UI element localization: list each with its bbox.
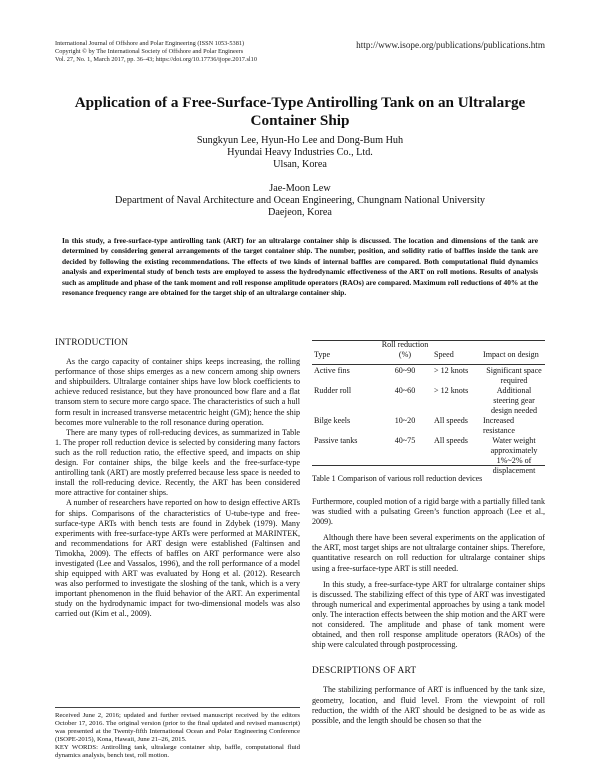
author-block: [60, 135, 540, 219]
table-header-row: [312, 340, 547, 360]
table-cell: Additional steering gear design needed: [490, 386, 538, 415]
author-names: Sungkyun Lee, Hyun-Ho Lee and Dong-Bum Huh: [196, 135, 404, 146]
table-cell: 40~60: [394, 386, 416, 395]
left-column: [55, 338, 300, 620]
journal-header: [55, 40, 257, 64]
table-caption: Table 1 Comparison of various roll reduction devices: [312, 474, 483, 483]
header-cell: Type: [314, 350, 331, 359]
location: Daejeon, Korea: [268, 207, 332, 218]
paragraph: The stabilizing performance of ART is influenced by the tank size, geometry, location, and fluid level. From the viewpoint of roll reduction, the width of the ART should be designed to be as wide as possible, and the length should be chosen so that the: [312, 685, 545, 725]
affiliation: Hyundai Heavy Industries Co., Ltd.: [227, 147, 373, 158]
header-cell: Roll reduction (%): [381, 340, 429, 359]
footnote: [55, 712, 300, 760]
table-cell: > 12 knots: [434, 386, 469, 395]
journal-line: Copyright © by The International Society of Offshore and Polar Engineers: [55, 48, 244, 55]
table-cell: Increased resistance: [483, 416, 515, 435]
paragraph: As the cargo capacity of container ships keeps increasing, the rolling performance of those ships emerges as a new concern among ship owners and shipbuilders. Ultralarge container ships have low block coefficients to achieve reduced resistance, but they have pronounced bow flare and a flat transom stern to secure more cargo space. The characteristics of such a hull form result in increased transverse metacentric height (GM); hence the ship becomes more vulnerable to the roll resonance during operation.: [55, 357, 300, 427]
section-heading: INTRODUCTION: [55, 338, 129, 348]
table-cell: Rudder roll: [314, 386, 352, 395]
table-row: [312, 366, 547, 386]
publications-url[interactable]: http://www.isope.org/publications/publications.htm: [356, 40, 545, 50]
affiliation: Department of Naval Architecture and Ocean Engineering, Chungnam National University: [114, 195, 486, 206]
table-row: [312, 386, 547, 416]
paragraph: Furthermore, coupled motion of a rigid barge with a partially filled tank was studied with a pulsating Green’s function approach (Lee et al., 2009).: [312, 497, 545, 527]
section-heading: DESCRIPTIONS OF ART: [312, 666, 417, 677]
table-cell: 60~90: [394, 366, 416, 375]
paper-title: Application of a Free-Surface-Type Antirolling Tank on an Ultralarge Container Ship: [74, 94, 526, 129]
paragraph: Although there have been several experiments on the application of the ART, most target ships are not ultralarge container ships. Therefore, quantitative research on roll reduction for ultralarge container ships using a free-surface-type ART is still needed.: [312, 533, 545, 573]
journal-line: Vol. 27, No. 1, March 2017, pp. 36–43; https://doi.org/10.17736/ijope.2017.sl10: [55, 56, 257, 63]
table-header-rule: [312, 364, 545, 365]
footnote-rule: [55, 707, 300, 708]
table-cell: Active fins: [314, 366, 350, 375]
table-cell: Passive tanks: [314, 436, 358, 445]
spacer: [60, 171, 540, 183]
table-bottom-rule: [312, 465, 545, 466]
received-note: Received June 2, 2016; updated and further revised manuscript received by the editors October 17, 2016. The original version (prior to the final updated and revised manuscript) was presented at the Twenty-fifth International Ocean and Polar Engineering Conference (ISOPE-2015), Kona, Hawaii, June 21–26, 2015.: [55, 712, 300, 743]
header-cell: Impact on design: [483, 350, 539, 359]
table-row: [312, 436, 547, 476]
location: Ulsan, Korea: [273, 159, 327, 170]
table-1: [312, 340, 547, 360]
right-column: [312, 497, 545, 726]
abstract: In this study, a free-surface-type antirolling tank (ART) for an ultralarge container ship is discussed. The location and dimensions of the tank are determined by considering general arrangements of the target container ship. The number, position, and solidity ratio of baffles inside the tank are decided by following the existing recommendations. The effects of two kinds of internal baffles are compared. Both computational fluid dynamics analysis and experimental study of bench tests are employed to assess the hydrodynamic effectiveness of the ART on roll motions. Results of analysis such as amplitude and phase of the tank moment and roll response amplitude operators (RAOs) are compared. Maximum roll reductions of 40% at the resonance frequency range are obtained for the target ship of an ultralarge container ship.: [62, 236, 538, 298]
table-cell: 40~75: [394, 436, 416, 445]
table-cell: Water weight approximately 1%~2% of displacement: [490, 436, 538, 475]
table-cell: All speeds: [434, 416, 468, 425]
table-1-body: [312, 366, 547, 476]
table-cell: All speeds: [434, 436, 468, 445]
table-cell: Bilge keels: [314, 416, 351, 425]
author-names: Jae-Moon Lew: [269, 183, 331, 194]
paragraph: A number of researchers have reported on how to design effective ARTs for ships. Comparisons of the characteristics of U-tube-type and free-surface-type ARTs with bench tests are found in Zdybek (1979). Many experiments with free-surface-type ARTs were performed at MARINTEK, and recommendations for ART design were established (Faltinsen and Timokha, 2009). The effects of baffles on ART performance were also investigated (Lee and Vassalos, 1996), and the roll performance of a model ship equipped with ART was evaluated by Hong et al. (2012). Research was also performed to investigate the sloshing of the tank, which is a very important phenomenon in the fluid behavior of the ART. An experimental study on the hydrodynamic impact for two-dimensional models was also carried out (Kim et al., 2009).: [55, 498, 300, 619]
keywords: KEY WORDS: Antirolling tank, ultralarge container ship, baffle, computational fluid dynamics analysis, bench test, roll motion.: [55, 744, 300, 759]
table-cell: > 12 knots: [434, 366, 469, 375]
table-cell: 10~20: [394, 416, 416, 425]
table-cell: Significant space required: [486, 366, 542, 385]
table-row: [312, 416, 547, 436]
paragraph: In this study, a free-surface-type ART for ultralarge container ships is discussed. The stabilizing effect of this type of ART was investigated through numerical and experimental approaches by using a tank model only. The interaction effects between the ship motion and the ART were not considered. The amplitude and phase of tank moment were obtained, and then roll response amplitude operators (RAOs) of the ship were calculated through postprocessing.: [312, 579, 545, 650]
header-cell: Speed: [434, 350, 454, 359]
journal-line: International Journal of Offshore and Polar Engineering (ISSN 1053-5381): [55, 40, 245, 47]
paragraph: There are many types of roll-reducing devices, as summarized in Table 1. The proper roll reduction device is selected by considering many factors such as the roll reduction ratio, the effective speed, and impacts on ship design. For container ships, the bilge keels and the free-surface-type antirolling tank (ART) are mostly preferred because less space is needed to install the roll-reducing device. Recently, the ART has been considered more attractive for container ships.: [55, 427, 300, 498]
